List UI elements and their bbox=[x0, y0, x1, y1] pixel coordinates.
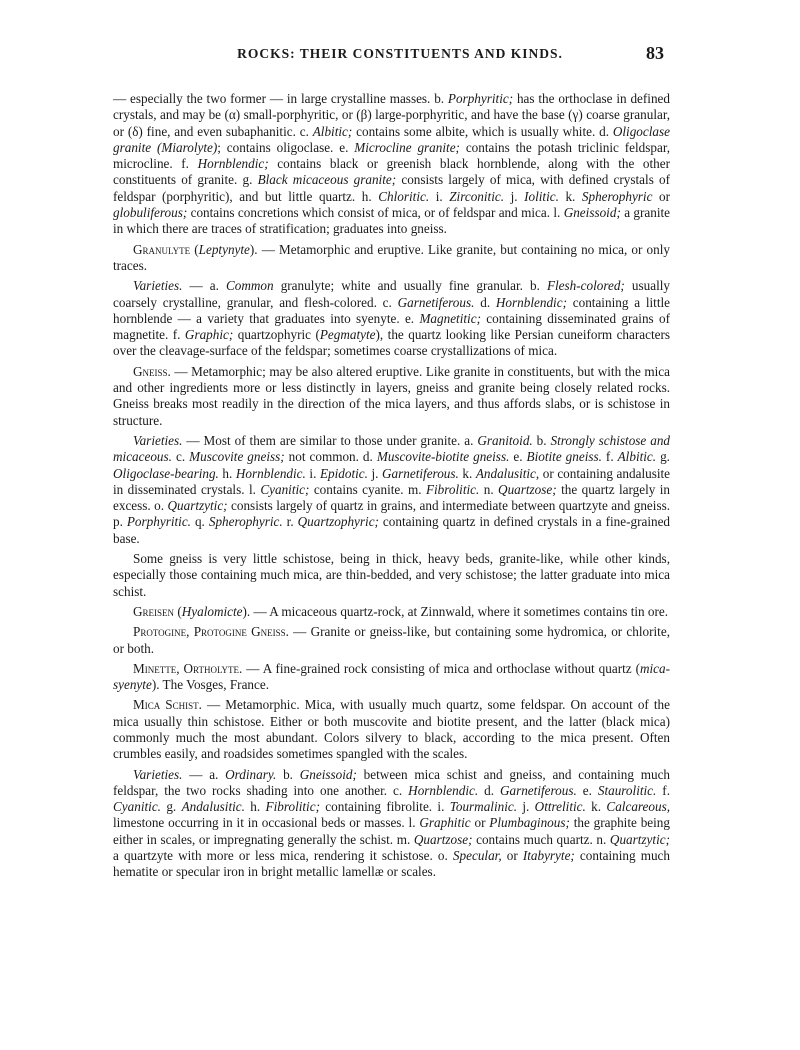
variety-name: Magnetitic; bbox=[419, 310, 481, 326]
text-run: — especially the two former — in large crystalline masses. b. bbox=[113, 91, 448, 106]
text-run: contains concretions which consist of mica, or of feldspar and mica. l. bbox=[187, 205, 564, 221]
variety-name: Gneissoid; bbox=[299, 766, 357, 782]
text-run: a granite in which there are traces of stratification; graduates into gneiss. bbox=[113, 205, 671, 237]
variety-name: Strongly schistose and micaceous. bbox=[113, 432, 671, 465]
rock-heading: Minette, Ortholyte. bbox=[133, 660, 243, 676]
variety-name: Spherophyric bbox=[581, 188, 653, 204]
text-run: — Metamorphic. Mica, with usually much quartz, some feldspar. On account of the mica usually thin schistose. Either or both muscovite and biotite present, and the latter (black mica) commonly much the most abundant. Colors silvery to black, according to the mica present. Often crumbles easily, and roadsides sometimes spangled with the scales. bbox=[113, 697, 670, 762]
variety-name: Chloritic. bbox=[378, 188, 430, 204]
paragraph-minette bbox=[113, 661, 670, 694]
variety-name: Garnetiferous. bbox=[499, 782, 577, 798]
text-run: or bbox=[652, 188, 670, 204]
text-run: r. bbox=[282, 514, 298, 530]
variety-name: Hornblendic; bbox=[197, 156, 269, 172]
text-run: ), the quartz looking like Persian cuneiform characters over the cleavage-surface of the feldspar; sometimes coarse crystallizations of mica. bbox=[113, 327, 671, 359]
variety-name: Granitoid. bbox=[477, 432, 533, 448]
variety-name: Hornblendic; bbox=[495, 294, 567, 310]
variety-name: Fibrolitic. bbox=[425, 481, 480, 497]
text-run: g. bbox=[656, 449, 670, 465]
text-run: d. bbox=[474, 294, 496, 310]
paragraph-gneiss-note: Some gneiss is very little schistose, being in thick, heavy beds, granite-like, while other kinds, especially those containing much mica, are thin-bedded, and very schistose; the latter graduate into mica schist. bbox=[113, 551, 670, 599]
text-run: — A fine-grained rock consisting of mica and orthoclase without quartz ( bbox=[242, 660, 640, 676]
variety-name: Porphyritic; bbox=[447, 91, 514, 106]
text-run: containing much hematite or specular iron in bright metallic lamellæ or scales. bbox=[113, 848, 670, 880]
synonym: Hyalomicte bbox=[181, 603, 243, 619]
text-run: c. bbox=[171, 449, 190, 465]
variety-name: Spherophyric. bbox=[208, 514, 283, 530]
variety-name: Graphitic bbox=[419, 815, 471, 831]
variety-name: Itabyryte; bbox=[522, 848, 575, 864]
text-run: granulyte; white and usually fine granular. b. bbox=[273, 278, 547, 294]
text-run: — Metamorphic; may be also altered eruptive. Like granite in constituents, but with the mica and other ingredients more or less distinctly in layers, gneiss and granite being closely related rocks. Gneiss breaks most readily in the direction of the mica layers, and thus affords slabs, or is schistose in structure. bbox=[113, 363, 670, 428]
text-run: k. bbox=[458, 465, 476, 481]
variety-name: Albitic; bbox=[312, 123, 353, 139]
text-run: contains cyanite. m. bbox=[309, 481, 426, 497]
variety-name: Common bbox=[226, 278, 274, 294]
varieties-heading: Varieties. bbox=[133, 766, 183, 782]
paragraph-gneiss-varieties bbox=[113, 433, 670, 547]
text-run: k. bbox=[585, 799, 607, 815]
paragraph-protogine bbox=[113, 624, 670, 657]
text-run: ( bbox=[174, 603, 182, 619]
variety-name: Ottrelitic. bbox=[534, 799, 586, 815]
text-run: j. bbox=[504, 188, 525, 204]
text-run: — a. bbox=[182, 278, 226, 294]
variety-name: Microcline granite; bbox=[354, 139, 460, 155]
variety-name: globuliferous; bbox=[113, 205, 188, 221]
text-run: e. bbox=[576, 782, 598, 798]
text-run: f. bbox=[656, 782, 670, 798]
paragraph-granite-varieties-cont bbox=[113, 91, 670, 238]
variety-name: Quartzose; bbox=[498, 481, 557, 497]
variety-name: Cyanitic; bbox=[260, 481, 310, 497]
variety-name: Garnetiferous. bbox=[382, 465, 459, 481]
text-run: , or containing andalusite in disseminated crystals. l. bbox=[113, 465, 671, 497]
synonym: mica-syenyte bbox=[113, 660, 670, 693]
rock-heading: Granulyte bbox=[133, 241, 191, 257]
paragraph-gneiss bbox=[113, 364, 670, 429]
text-run: i. bbox=[305, 465, 320, 481]
text-run: ). The Vosges, France. bbox=[151, 677, 270, 693]
variety-name: Graphic; bbox=[184, 327, 234, 343]
variety-name: Black micaceous granite; bbox=[257, 172, 397, 188]
paragraph-greisen bbox=[113, 604, 670, 620]
text-run: containing a little hornblende — a variety that graduates into syenyte. e. bbox=[113, 294, 671, 326]
body-text bbox=[113, 91, 670, 885]
text-run: limestone occurring in it in occasional beds or masses. l. bbox=[113, 815, 420, 831]
paragraph-mica-schist-varieties bbox=[113, 767, 670, 881]
variety-name: Albitic. bbox=[617, 449, 657, 465]
rock-heading: Protogine, Protogine Gneiss. bbox=[133, 624, 289, 640]
text-run: between mica schist and gneiss, and containing much feldspar, the two rocks shading into one another. c. bbox=[113, 766, 671, 798]
variety-name: Biotite gneiss. bbox=[526, 449, 602, 465]
variety-name: Zirconitic. bbox=[449, 188, 505, 204]
text-run: b. bbox=[276, 766, 300, 782]
varieties-heading: Varieties. bbox=[133, 278, 183, 294]
text-run: b. bbox=[532, 432, 551, 448]
variety-name: Quartzophyric; bbox=[297, 514, 379, 530]
variety-name: Oligoclase-bearing. bbox=[113, 465, 219, 481]
variety-name: Oligoclase granite (Miarolyte) bbox=[113, 123, 670, 155]
text-run: containing fibrolite. i. bbox=[319, 799, 450, 815]
text-run: containing quartz in defined crystals in a fine-grained base. bbox=[113, 514, 671, 546]
text-run: contains some albite, which is usually white. d. bbox=[352, 123, 613, 139]
text-run: or bbox=[501, 848, 523, 864]
text-run: h. bbox=[218, 465, 236, 481]
text-run: or bbox=[470, 815, 490, 831]
variety-name: Pegmatyte bbox=[319, 327, 376, 343]
text-run: n. bbox=[479, 481, 499, 497]
variety-name: Epidotic. bbox=[319, 465, 368, 481]
text-run: a quartzyte with more or less mica, rendering it schistose. o. bbox=[113, 848, 453, 864]
page-number: 83 bbox=[646, 43, 664, 63]
text-run: — Most of them are similar to those under granite. a. bbox=[182, 432, 478, 448]
text-run: ( bbox=[190, 241, 199, 257]
text-run: j. bbox=[367, 465, 383, 481]
text-run: not common. d. bbox=[284, 449, 377, 465]
variety-name: Quartzytic; bbox=[609, 831, 670, 847]
text-run: ). — A micaceous quartz-rock, at Zinnwald, where it sometimes contains tin ore. bbox=[242, 603, 669, 619]
variety-name: Muscovite-biotite gneiss. bbox=[376, 449, 510, 465]
variety-name: Andalusitic. bbox=[181, 799, 245, 815]
text-run: f. bbox=[601, 449, 618, 465]
variety-name: Specular, bbox=[452, 848, 502, 864]
text-run: contains much quartz. n. bbox=[472, 831, 610, 847]
variety-name: Porphyritic. bbox=[126, 514, 191, 530]
text-run: q. bbox=[190, 514, 209, 530]
text-run: e. bbox=[509, 449, 527, 465]
paragraph-granulyte-varieties bbox=[113, 278, 670, 359]
variety-name: Tourmalinic. bbox=[449, 799, 518, 815]
variety-name: Hornblendic. bbox=[235, 465, 306, 481]
text-run: — Granite or gneiss-like, but containing some hydromica, or chlorite, or both. bbox=[113, 624, 670, 656]
text-run: the quartz largely in excess. o. bbox=[113, 481, 671, 514]
synonym: Leptynyte bbox=[198, 241, 250, 257]
varieties-heading: Varieties. bbox=[133, 432, 183, 448]
paragraph-mica-schist bbox=[113, 697, 670, 762]
text-run: ; contains oligoclase. e. bbox=[217, 139, 355, 155]
text-run: j. bbox=[517, 799, 535, 815]
text-run: k. bbox=[558, 188, 582, 204]
text-run: containing disseminated grains of magnetite. f. bbox=[113, 310, 670, 343]
variety-name: Staurolitic. bbox=[597, 782, 657, 798]
rock-heading: Gneiss. bbox=[133, 363, 171, 379]
page-header bbox=[0, 43, 800, 70]
variety-name: Quartzytic; bbox=[167, 498, 228, 514]
text-run: — a. bbox=[182, 766, 226, 782]
text-run: quartzophyric ( bbox=[233, 327, 320, 343]
rock-heading: Greisen bbox=[133, 603, 175, 619]
text-run: the graphite being either in scales, or impregnating generally the schist. m. bbox=[113, 815, 670, 847]
variety-name: Hornblendic. bbox=[408, 782, 479, 798]
variety-name: Flesh-colored; bbox=[546, 278, 625, 294]
variety-name: Gneissoid; bbox=[563, 205, 621, 221]
paragraph-granulyte bbox=[113, 242, 670, 275]
text-run: consists largely of quartz in grains, and intermediate between quartzyte and gneiss. p. bbox=[113, 498, 670, 530]
text-run: contains the potash triclinic feldspar, microcline. f. bbox=[113, 139, 670, 172]
variety-name: Ordinary. bbox=[225, 766, 277, 782]
running-head: ROCKS: THEIR CONSTITUENTS AND KINDS. bbox=[237, 46, 563, 61]
variety-name: Fibrolitic; bbox=[265, 799, 320, 815]
rock-heading: Mica Schist. bbox=[133, 697, 202, 713]
variety-name: Iolitic. bbox=[524, 188, 559, 204]
text-run: contains black or greenish black hornblende, along with the other constituents of granite. g. bbox=[113, 156, 671, 188]
text-run: has the orthoclase in defined crystals, and may be (α) small-porphyritic, or (β) large-porphyritic, and have the base (γ) coarse granular, or (δ) fine, and even subaphanitic. c. bbox=[113, 91, 670, 139]
text-run: g. bbox=[160, 799, 182, 815]
text-run: h. bbox=[244, 799, 266, 815]
variety-name: Calcareous, bbox=[606, 799, 671, 815]
text-run: ). — Metamorphic and eruptive. Like granite, but containing no mica, or only traces. bbox=[113, 241, 670, 273]
text-run: d. bbox=[478, 782, 500, 798]
variety-name: Cyanitic. bbox=[113, 799, 161, 815]
variety-name: Quartzose; bbox=[413, 831, 473, 847]
text-run: consists largely of mica, with defined crystals of feldspar (porphyritic), and but little quartz. h. bbox=[113, 172, 671, 204]
text-run: usually coarsely crystalline, granular, and flesh-colored. c. bbox=[113, 278, 671, 310]
text-run: i. bbox=[429, 188, 450, 204]
variety-name: Andalusitic bbox=[475, 465, 536, 481]
variety-name: Garnetiferous. bbox=[397, 294, 475, 310]
variety-name: Muscovite gneiss; bbox=[189, 449, 285, 465]
variety-name: Plumbaginous; bbox=[489, 815, 570, 831]
